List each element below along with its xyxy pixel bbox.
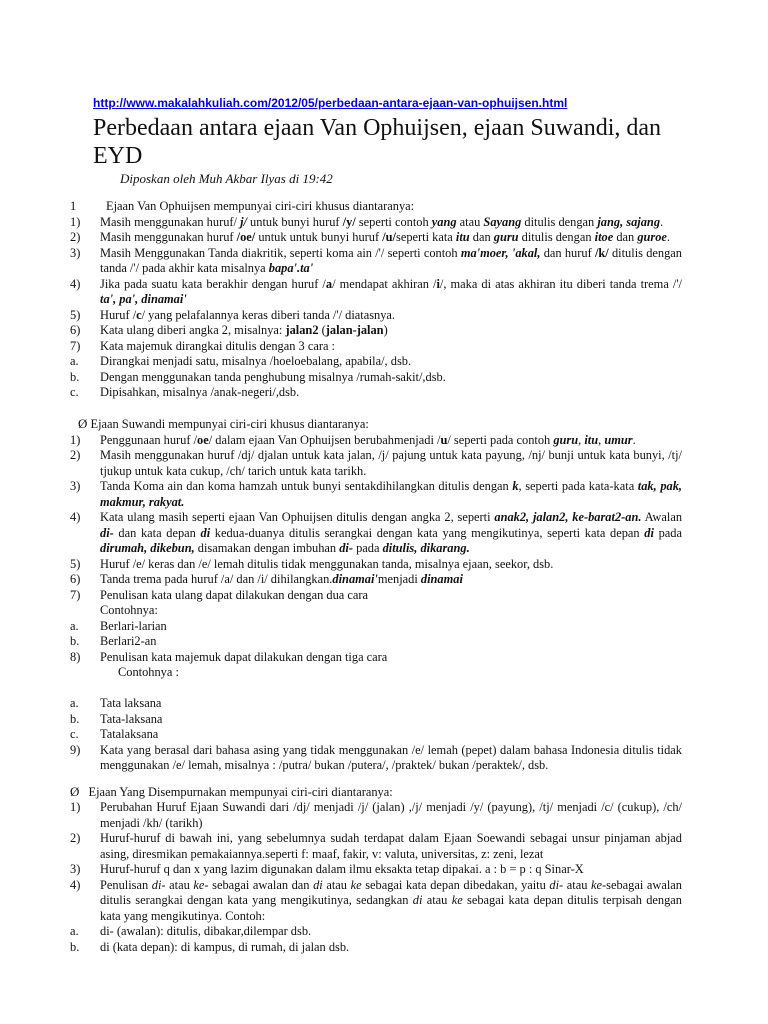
list-item-number: 4) bbox=[70, 510, 81, 524]
list-item-number: 5) bbox=[70, 307, 81, 322]
list-item-text: di- (awalan): ditulis, dibakar,dilempar dsb. bbox=[100, 924, 312, 938]
list-item-number: a. bbox=[70, 924, 79, 938]
list-item-text: Huruf /e/ keras dan /e/ lemah ditulis tidak menggunakan tanda, misalnya ejaan, seekor, dsb. bbox=[100, 556, 554, 571]
list-item-text: Masih Menggunakan Tanda diakritik, seperti koma ain /'/ seperti contoh ma'moer, 'akal, dan huruf /k/ ditulis dengan tanda /'/ pada akhir kata misalnya bapa'.ta' bbox=[100, 245, 682, 275]
list-item-number: 6) bbox=[70, 572, 81, 586]
list-item-number: b. bbox=[70, 634, 80, 648]
section2-list-b bbox=[70, 619, 682, 666]
list-item-number: 6) bbox=[70, 323, 81, 337]
list-item bbox=[70, 385, 682, 401]
list-item bbox=[70, 878, 682, 925]
article-body bbox=[70, 199, 682, 955]
list-item bbox=[70, 696, 682, 712]
list-item bbox=[70, 712, 682, 728]
contohnya-label-2: Contohnya : bbox=[118, 665, 179, 679]
list-item-number: 4) bbox=[70, 877, 81, 892]
list-item-text: Berlari-larian bbox=[100, 618, 167, 633]
list-item-number: 7) bbox=[70, 587, 81, 602]
list-item bbox=[70, 650, 682, 666]
section1-heading bbox=[70, 199, 682, 215]
bullet-symbol: Ø bbox=[78, 416, 88, 431]
list-item-number: c. bbox=[70, 385, 79, 399]
list-item-text: Penulisan kata ulang dapat dilakukan dengan dua cara bbox=[100, 587, 369, 602]
list-item-number: a. bbox=[70, 354, 79, 368]
list-item-text: Tanda trema pada huruf /a/ dan /i/ dihilangkan.dinamai'menjadi dinamai bbox=[100, 572, 463, 586]
list-item-number: 2) bbox=[70, 448, 81, 462]
list-item-text: Berlari2-an bbox=[100, 634, 157, 648]
list-item-text: Penulisan di- atau ke- sebagai awalan dan di atau ke sebagai kata depan dibedakan, yaitu di- atau ke-sebagai awalan ditulis serangkai dengan kata yang mengikutinya, sedangkan di atau ke sebagai kata depan ditulis terpisah dengan kata yang mengikutinya. Contoh: bbox=[100, 877, 683, 923]
list-item-number: 9) bbox=[70, 742, 81, 757]
list-item-text: Dipisahkan, misalnya /anak-negeri/,dsb. bbox=[100, 385, 300, 399]
list-item-number: a. bbox=[70, 618, 79, 633]
article-title: Perbedaan antara ejaan Van Ophuijsen, ejaan Suwandi, dan EYD bbox=[93, 115, 662, 169]
list-item-text: Tata laksana bbox=[100, 696, 162, 710]
list-item-text: Tanda Koma ain dan koma hamzah untuk bunyi sentakdihilangkan ditulis dengan k, seperti pada kata-kata tak, pak, makmur, rakyat. bbox=[100, 479, 683, 509]
list-item-number: 8) bbox=[70, 649, 81, 664]
section3-heading bbox=[70, 784, 682, 801]
list-item bbox=[70, 572, 682, 588]
list-item bbox=[70, 339, 682, 355]
list-item-text: Dengan menggunakan tanda penghubung misalnya /rumah-sakit/,dsb. bbox=[100, 369, 446, 384]
section2-list-c bbox=[70, 696, 682, 774]
list-item bbox=[70, 215, 682, 231]
list-item bbox=[70, 831, 682, 862]
list-item bbox=[70, 308, 682, 324]
list-item-text: Perubahan Huruf Ejaan Suwandi dari /dj/ menjadi /j/ (jalan) ,/j/ menjadi /y/ (payung), /tj/ menjadi /c/ (cukup), /ch/ menjadi /kh/ (tarikh) bbox=[100, 800, 682, 830]
list-item-number: b. bbox=[70, 369, 80, 384]
list-item-number: 3) bbox=[70, 479, 81, 493]
list-item bbox=[70, 619, 682, 635]
list-item-text: Huruf /c/ yang pelafalannya keras diberi tanda /'/ diatasnya. bbox=[100, 307, 396, 322]
section2-heading bbox=[70, 416, 682, 433]
list-item bbox=[70, 743, 682, 774]
list-item bbox=[70, 277, 682, 308]
list-item-number: b. bbox=[70, 939, 80, 954]
bullet-symbol: Ø bbox=[70, 783, 80, 799]
section1-heading-text: Ejaan Van Ophuijsen mempunyai ciri-ciri khusus diantaranya: bbox=[106, 199, 415, 213]
byline: Diposkan oleh Muh Akbar Ilyas di 19:42 bbox=[120, 171, 333, 186]
list-item-number: 4) bbox=[70, 276, 81, 291]
list-item-text: Kata yang berasal dari bahasa asing yang tidak menggunakan /e/ lemah (pepet) dalam bahasa Indonesia ditulis tidak menggunakan /e/ lemah, misalnya : /putra/ bukan /putera/, /praktek/ bukan /peraktek/, dsb. bbox=[100, 742, 682, 772]
list-item-number: 7) bbox=[70, 338, 81, 353]
list-item bbox=[70, 557, 682, 573]
list-item-text: Masih menggunakan huruf /oe/ untuk untuk bunyi huruf /u/seperti kata itu dan guru ditulis dengan itoe dan guroe. bbox=[100, 230, 671, 244]
list-item bbox=[70, 448, 682, 479]
list-item-number: 1) bbox=[70, 432, 81, 447]
list-item bbox=[70, 634, 682, 650]
list-item bbox=[70, 433, 682, 449]
list-item-text: Penulisan kata majemuk dapat dilakukan dengan tiga cara bbox=[100, 649, 388, 664]
list-item-text: Kata majemuk dirangkai ditulis dengan 3 cara : bbox=[100, 338, 335, 353]
list-item bbox=[70, 230, 682, 246]
section1-list bbox=[70, 215, 682, 401]
list-item-text: di (kata depan): di kampus, di rumah, di jalan dsb. bbox=[100, 939, 350, 954]
list-item-number: 2) bbox=[70, 230, 81, 244]
list-item-number: 1) bbox=[70, 214, 81, 229]
list-item-text: Kata ulang diberi angka 2, misalnya: jalan2 (jalan-jalan) bbox=[100, 323, 388, 337]
contohnya-label: Contohnya: bbox=[100, 603, 158, 617]
list-item bbox=[70, 800, 682, 831]
list-item bbox=[70, 727, 682, 743]
list-item-text: Huruf-huruf di bawah ini, yang sebelumnya sudah terdapat dalam Ejaan Soewandi sebagai unsur pinjaman abjad asing, diresmikan pemakaiannya.seperti f: maaf, fakir, v: valuta, universitas, z: zeni, lezat bbox=[100, 831, 682, 861]
section2-list bbox=[70, 433, 682, 604]
list-item-text: Masih menggunakan huruf/ j/ untuk bunyi huruf /y/ seperti contoh yang atau Sayang ditulis dengan jang, sajang. bbox=[100, 214, 664, 229]
section1-number: 1 bbox=[70, 199, 77, 213]
section3-heading-text: Ejaan Yang Disempurnakan mempunyai ciri-ciri diantaranya: bbox=[88, 784, 393, 799]
list-item-number: 2) bbox=[70, 831, 81, 845]
section2-heading-text: Ejaan Suwandi mempunyai ciri-ciri khusus diantaranya: bbox=[90, 417, 369, 431]
list-item bbox=[70, 354, 682, 370]
list-item-number: 5) bbox=[70, 556, 81, 571]
list-item bbox=[70, 862, 682, 878]
list-item-number: c. bbox=[70, 727, 79, 741]
list-item bbox=[70, 940, 682, 956]
list-item bbox=[70, 479, 682, 510]
list-item-text: Penggunaan huruf /oe/ dalam ejaan Van Ophuijsen berubahmenjadi /u/ seperti pada contoh guru, itu, umur. bbox=[100, 432, 636, 447]
list-item bbox=[70, 370, 682, 386]
list-item-number: b. bbox=[70, 711, 80, 726]
list-item bbox=[70, 924, 682, 940]
list-item-text: Masih menggunakan huruf /dj/ djalan untuk kata jalan, /j/ pajung untuk kata payung, /nj/ bunji untuk kata bunyi, /tj/ tjukup untuk kata cukup, /ch/ tarich untuk kata tarikh. bbox=[100, 448, 682, 478]
list-item-text: Jika pada suatu kata berakhir dengan huruf /a/ mendapat akhiran /i/, maka di atas akhiran itu diberi tanda trema /'/ ta', pa', dinamai' bbox=[100, 276, 682, 306]
list-item bbox=[70, 323, 682, 339]
list-item-text: Tatalaksana bbox=[100, 727, 159, 741]
list-item-number: 3) bbox=[70, 245, 81, 260]
section3-list bbox=[70, 800, 682, 955]
list-item-number: 1) bbox=[70, 800, 81, 814]
list-item-text: Kata ulang masih seperti ejaan Van Ophuijsen ditulis dengan angka 2, seperti anak2, jalan2, ke-barat2-an. Awalan di- dan kata depan di kedua-duanya ditulis serangkai dengan kata yang mengikutinya, seperti kata depan di pada dirumah, dikebun, disamakan dengan imbuhan di- pada ditulis, dikarang. bbox=[100, 510, 683, 555]
list-item-text: Tata-laksana bbox=[100, 711, 163, 726]
list-item bbox=[70, 588, 682, 604]
list-item-text: Huruf-huruf q dan x yang lazim digunakan dalam ilmu eksakta tetap dipakai. a : b = p : q Sinar-X bbox=[100, 862, 584, 876]
list-item bbox=[70, 510, 682, 557]
list-item-number: 3) bbox=[70, 862, 81, 876]
list-item-text: Dirangkai menjadi satu, misalnya /hoeloebalang, apabila/, dsb. bbox=[100, 354, 412, 368]
list-item-number: a. bbox=[70, 696, 79, 710]
list-item bbox=[70, 246, 682, 277]
source-url-link[interactable]: http://www.makalahkuliah.com/2012/05/perbedaan-antara-ejaan-van-ophuijsen.html bbox=[93, 96, 568, 110]
